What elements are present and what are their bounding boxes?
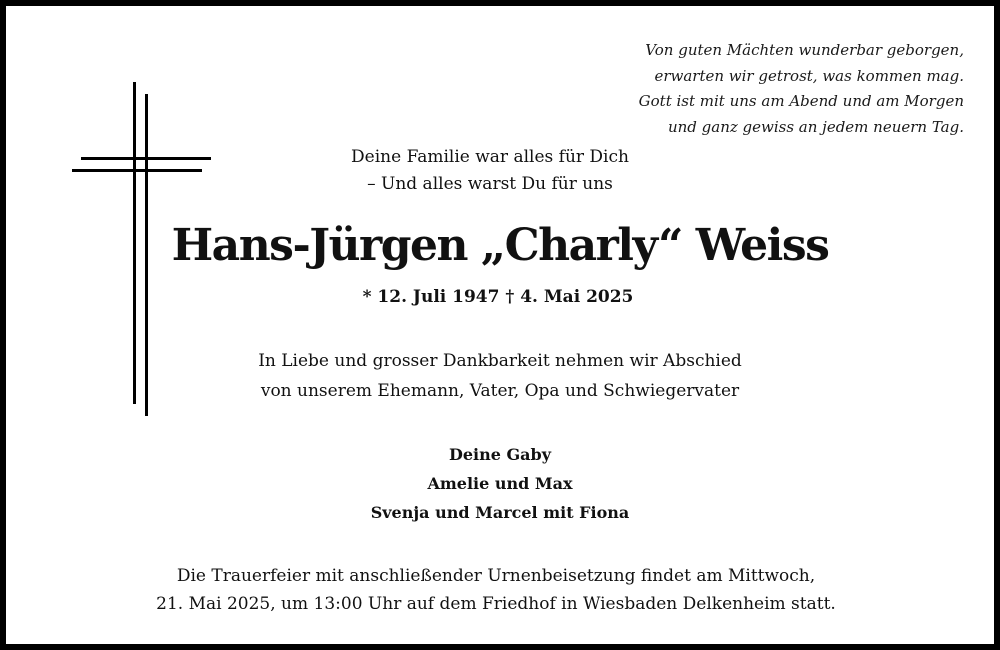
farewell-text <box>0 346 1000 406</box>
family-member: Deine Gaby <box>448 445 552 464</box>
motto-line: – Und alles warst Du für uns <box>367 174 613 194</box>
motto <box>0 144 990 198</box>
family-signatures <box>0 440 1000 527</box>
farewell-line: von unserem Ehemann, Vater, Opa und Schwiegervater <box>260 381 740 401</box>
poem-line: Von guten Mächten wunderbar geborgen, <box>645 41 964 59</box>
ceremony-line: Die Trauerfeier mit anschließender Urnenbeisetzung findet am Mittwoch, <box>176 566 816 586</box>
family-member: Svenja und Marcel mit Fiona <box>370 503 630 522</box>
poem <box>639 38 964 140</box>
deceased-name: Hans-Jürgen „Charly“ Weiss <box>171 220 829 271</box>
poem-line: Gott ist mit uns am Abend und am Morgen <box>638 92 964 110</box>
family-member: Amelie und Max <box>427 474 573 493</box>
ceremony-info <box>0 562 996 618</box>
farewell-line: In Liebe und grosser Dankbarkeit nehmen wir Abschied <box>258 351 742 371</box>
poem-line: erwarten wir getrost, was kommen mag. <box>654 66 964 85</box>
life-dates: * 12. Juli 1947 † 4. Mai 2025 <box>362 287 634 307</box>
motto-line: Deine Familie war alles für Dich <box>351 147 629 167</box>
poem-line: und ganz gewiss an jedem neuern Tag. <box>667 117 964 136</box>
ceremony-line: 21. Mai 2025, um 13:00 Uhr auf dem Friedhof in Wiesbaden Delkenheim statt. <box>156 594 836 614</box>
